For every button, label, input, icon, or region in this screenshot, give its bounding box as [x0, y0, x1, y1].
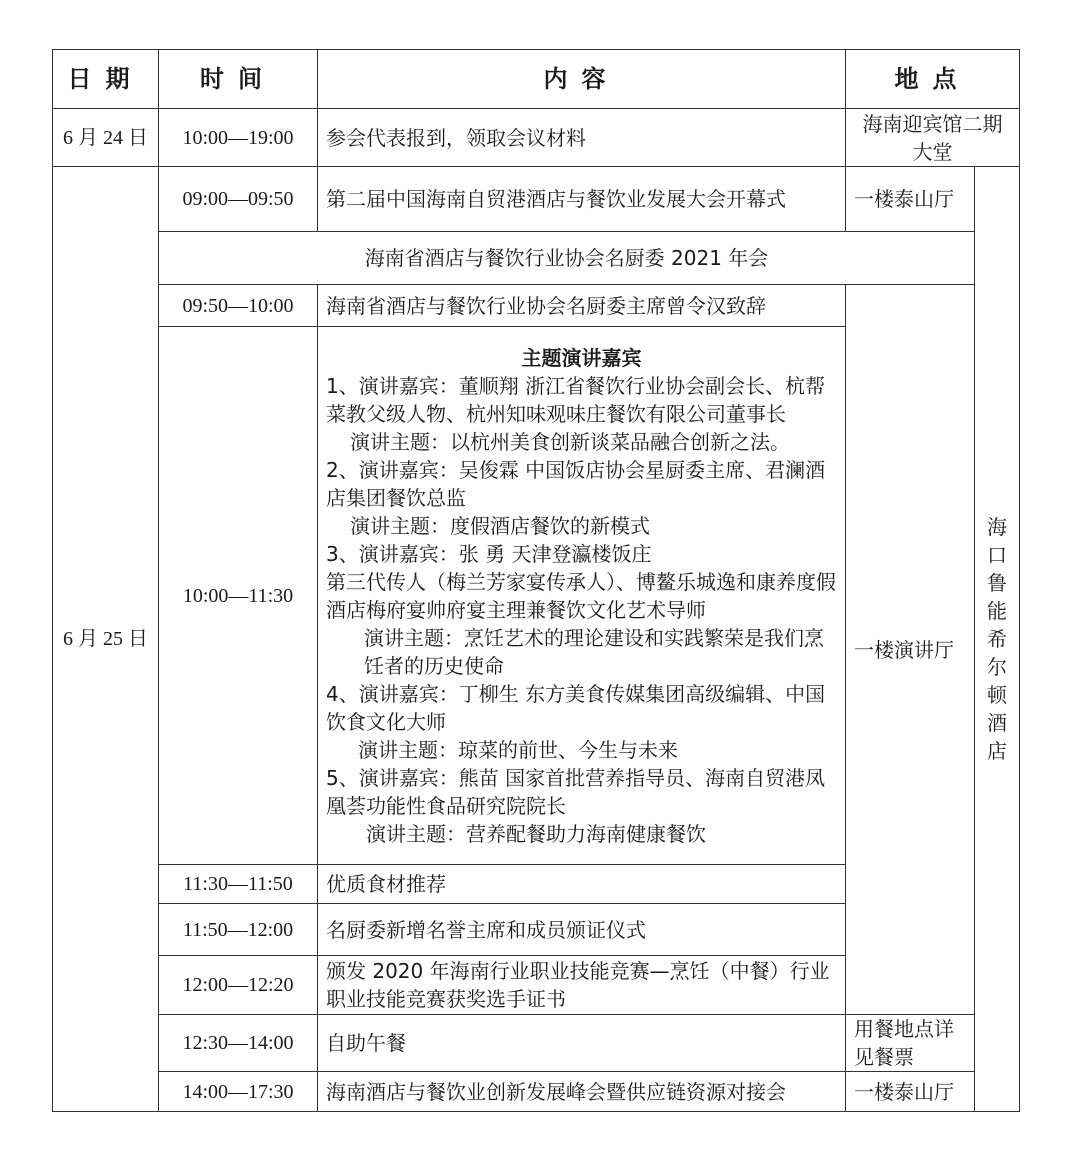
- speaker-2: 2、演讲嘉宾：吴俊霖 中国饭店协会星厨委主席、君澜酒店集团餐饮总监: [326, 457, 826, 510]
- content-cell: 名厨委新增名誉主席和成员颁证仪式: [318, 904, 846, 956]
- table-row: [53, 109, 1020, 167]
- place-cell: 一楼泰山厅: [846, 1072, 975, 1112]
- content-cell: 优质食材推荐: [318, 865, 846, 904]
- time-cell: 12:30—14:00: [159, 1015, 318, 1072]
- place-cell: 一楼泰山厅: [846, 167, 975, 232]
- time-cell: 10:00—19:00: [159, 109, 318, 167]
- speaker-2-topic: 演讲主题：度假酒店餐饮的新模式: [350, 513, 650, 538]
- place-cell: 海南迎宾馆二期大堂: [846, 109, 1020, 167]
- place-cell: 一楼演讲厅: [846, 285, 975, 1015]
- content-cell: 颁发 2020 年海南行业职业技能竞赛—烹饪（中餐）行业职业技能竞赛获奖选手证书: [318, 956, 846, 1015]
- time-cell: 12:00—12:20: [159, 956, 318, 1015]
- schedule-table: [52, 49, 1020, 1112]
- hotel-name: 海口鲁能希尔顿酒店: [987, 515, 1007, 763]
- header-date: 日期: [53, 50, 159, 109]
- speaker-5: 5、演讲嘉宾：熊苗 国家首批营养指导员、海南自贸港凤凰荟功能性食品研究院院长: [326, 765, 826, 818]
- header-row: [53, 50, 1020, 109]
- section-row: [53, 232, 1020, 285]
- table-row: [53, 285, 1020, 327]
- table-row: [53, 1072, 1020, 1112]
- date-cell: 6 月 25 日: [53, 167, 159, 1112]
- speaker-3-detail: 第三代传人（梅兰芳家宴传承人）、博鳌乐城逸和康养度假酒店梅府宴帅府宴主理兼餐饮文化艺术导师: [326, 569, 836, 622]
- speaker-3: 3、演讲嘉宾：张 勇 天津登瀛楼饭庄: [326, 541, 652, 566]
- header-content: 内容: [318, 50, 846, 109]
- speaker-list: [318, 327, 846, 865]
- place-cell: 用餐地点详见餐票: [846, 1015, 975, 1072]
- speaker-3-topic: 演讲主题：烹饪艺术的理论建设和实践繁荣是我们烹饪者的历史使命: [364, 625, 824, 678]
- time-cell: 09:50—10:00: [159, 285, 318, 327]
- speaker-4: 4、演讲嘉宾：丁柳生 东方美食传媒集团高级编辑、中国饮食文化大师: [326, 681, 826, 734]
- content-cell: 海南省酒店与餐饮行业协会名厨委主席曾令汉致辞: [318, 285, 846, 327]
- content-cell: 参会代表报到，领取会议材料: [318, 109, 846, 167]
- content-cell: 自助午餐: [318, 1015, 846, 1072]
- time-cell: 09:00—09:50: [159, 167, 318, 232]
- section-title: 海南省酒店与餐饮行业协会名厨委 2021 年会: [159, 232, 975, 285]
- table-row: [53, 1015, 1020, 1072]
- hotel-cell: [975, 167, 1020, 1112]
- speaker-1: 1、演讲嘉宾：董顺翔 浙江省餐饮行业协会副会长、杭帮菜教父级人物、杭州知味观味庄餐饮有限公司董事长: [326, 373, 826, 426]
- speaker-4-topic: 演讲主题：琼菜的前世、今生与未来: [358, 737, 678, 762]
- date-cell: 6 月 24 日: [53, 109, 159, 167]
- speaker-list-title: 主题演讲嘉宾: [521, 345, 642, 370]
- speaker-5-topic: 演讲主题：营养配餐助力海南健康餐饮: [366, 821, 706, 846]
- header-time: 时间: [159, 50, 318, 109]
- content-cell: 第二届中国海南自贸港酒店与餐饮业发展大会开幕式: [318, 167, 846, 232]
- time-cell: 14:00—17:30: [159, 1072, 318, 1112]
- time-cell: 10:00—11:30: [159, 327, 318, 865]
- content-cell: 海南酒店与餐饮业创新发展峰会暨供应链资源对接会: [318, 1072, 846, 1112]
- time-cell: 11:30—11:50: [159, 865, 318, 904]
- table-row: [53, 167, 1020, 232]
- speaker-1-topic: 演讲主题：以杭州美食创新谈菜品融合创新之法。: [350, 429, 790, 454]
- header-place: 地点: [846, 50, 1020, 109]
- time-cell: 11:50—12:00: [159, 904, 318, 956]
